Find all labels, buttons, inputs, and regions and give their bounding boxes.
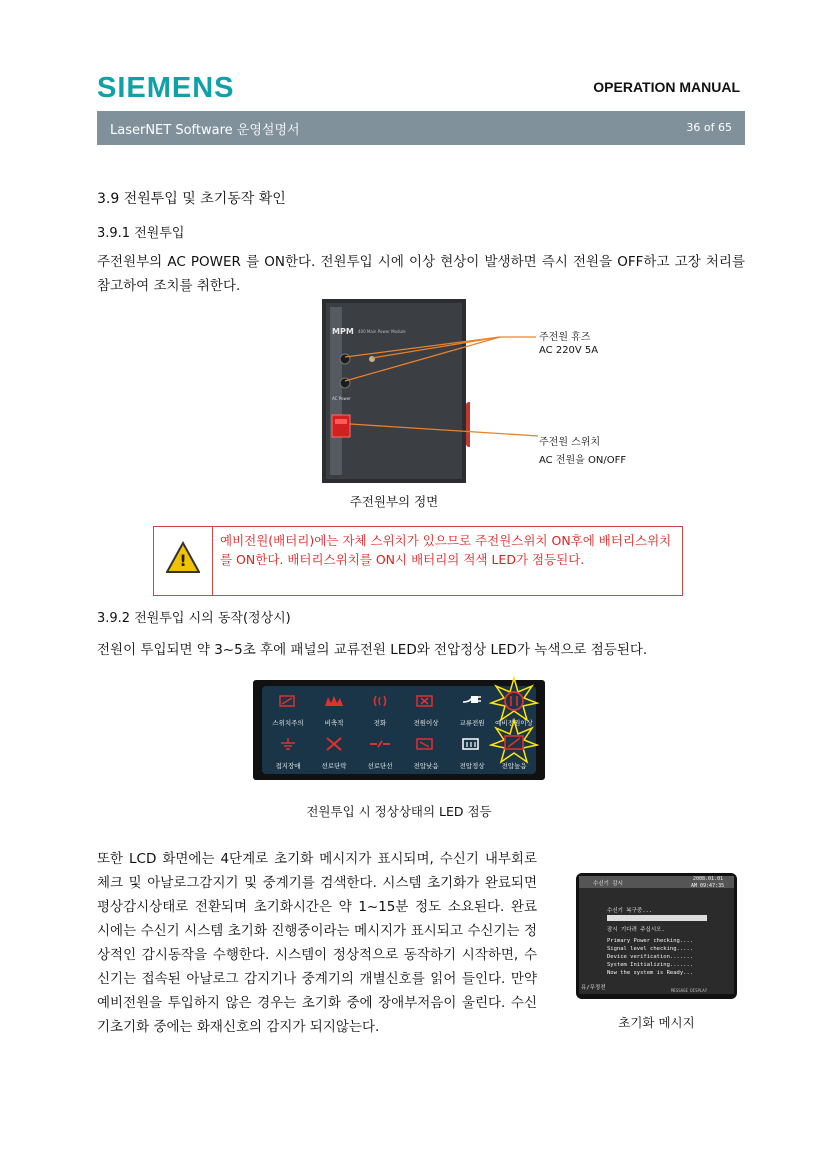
mpm-label: MPM [332,327,354,336]
led-label-1-1: 스위치주의 [272,719,304,727]
lcd-line-5: Device verification....... [607,954,694,960]
led-label-2-1: 접지장애 [275,762,301,770]
normal-operation-text: 전원이 투입되면 약 3~5초 후에 패널의 교류전원 LED와 전압정상 LED가 녹색으로 점등된다. [97,642,648,658]
lcd-line-4: Signal level checking..... [607,946,694,952]
led-label-2-4: 전압낮음 [413,762,439,770]
lcd-line-3: Primary Power checking.... [607,938,694,944]
init-text: 또한 LCD 화면에는 4단계로 초기화 메시지가 표시되며, 수신기 내부회로 체크 및 아날로그감지기 및 중계기를 검색한다. 시스템 초기화가 완료되면 평상감시상태로 전환되며 초기화시간은 약 1~15분 정도 소요된다. 완료 시에는 수신기 시스템 초기화 진행중이라는 메시지가 표시되고 수신기는 정상적인 감시동작을 수행한다. 시스템이 정상적으로 동작하기 시작하면, 수신기는 접속된 아날로그 감지기나 중계기의 개별신호를 읽어 들인다. 만약 예비전원을 투입하지 않은 경우는 초기화 중에 장애부저음이 울린다. 수신기초기화 중에는 화재신호의 감지가 되지않는다. [97,851,537,1035]
doc-type: OPERATION MANUAL [593,79,740,95]
section-title: 3.9 전원투입 및 초기동작 확인 [97,191,286,207]
warning-icon [166,541,200,575]
led-label-1-3: 전화 [373,719,387,727]
ac-power-icon [461,694,483,708]
lcd-line-2: 잠시 기다려 주십시오. [607,927,665,933]
ac-power-label: AC Power [332,396,351,401]
subsection-title-1: 3.9.1 전원투입 [97,226,185,241]
switch-line [350,424,538,436]
lcd-screen [576,873,737,999]
lcd-header-time: AM 09:47:35 [691,883,725,889]
lcd-line-6: System Initializing....... [607,962,694,968]
switch-callout-title: 주전원 스위치 [539,437,601,448]
line-open-icon [369,737,391,751]
lcd-header-date: 2008.01.01 [693,876,724,882]
led-label-1-6: 예비전원이상 [495,719,533,727]
mpm-sublabel: 400 Main Power Module [358,329,406,334]
normal-voltage-icon [461,737,483,751]
led-label-2-3: 선로단선 [367,762,393,770]
lcd-header-left: 수신기 감시 [593,881,623,887]
lcd-line-1: 수신기 복구중... [607,908,653,914]
lcd-progress-bar [607,915,707,921]
fuse-callout-desc: AC 220V 5A [539,345,599,356]
fuse-line-1 [345,337,500,357]
page-number: 36 of 65 [686,121,732,134]
fuse-callout-title: 주전원 휴즈 [539,332,591,343]
led-panel [253,680,545,780]
lcd-line-7: Now the system is Ready... [607,970,694,976]
battery-fault-star-icon [489,676,539,724]
led-caption: 전원투입 시 정상상태의 LED 점등 [306,804,492,819]
subsection-title-2: 3.9.2 전원투입 시의 동작(정상시) [97,611,291,626]
lcd-display [579,876,734,994]
line-short-icon [323,737,345,751]
warning-divider [212,527,213,595]
led-label-1-5: 교류전원 [459,719,485,727]
led-panel-face [262,686,536,774]
switch-caution-icon [277,694,299,708]
lcd-footer-right: MESSAGE DISPLAY [671,988,708,993]
siemens-logo: SIEMENS [97,72,235,104]
led-label-2-5: 전압정상 [459,762,485,770]
led-label-2-6: 전압높음 [501,762,527,770]
led-label-1-4: 전원이상 [413,719,439,727]
power-on-text: 주전원부의 AC POWER 를 ON한다. 전원투입 시에 이상 현상이 발생하면 즉시 전원을 OFF하고 고장 처리를 참고하여 조치를 취한다. [97,254,745,294]
device-caption: 주전원부의 정면 [349,494,439,509]
lcd-footer-left: 유/무정전 [581,985,606,991]
warning-box [153,526,683,596]
header-title: LaserNET Software 운영설명서 [110,123,300,138]
high-voltage-star-icon [489,718,539,766]
switch-callout-desc: AC 전원을 ON/OFF [539,455,627,466]
low-voltage-icon [415,737,437,751]
lcd-caption: 초기화 메시지 [618,1015,695,1030]
led-label-1-2: 비축적 [324,719,344,727]
led-label-2-2: 선로단락 [321,762,347,770]
warning-icon-mark: ! [179,551,187,570]
warning-text: 예비전원(배터리)에는 자체 스위치가 있으므로 주전원스위치 ON후에 배터리스위치를 ON한다. 배터리스위치를 ON시 배터리의 적색 LED가 점등된다. [220,533,672,567]
power-fault-icon [415,694,437,708]
phone-icon [369,694,391,708]
ground-fault-icon [277,737,299,751]
non-accumulating-icon [323,694,345,708]
fuse-line-3 [345,337,500,381]
